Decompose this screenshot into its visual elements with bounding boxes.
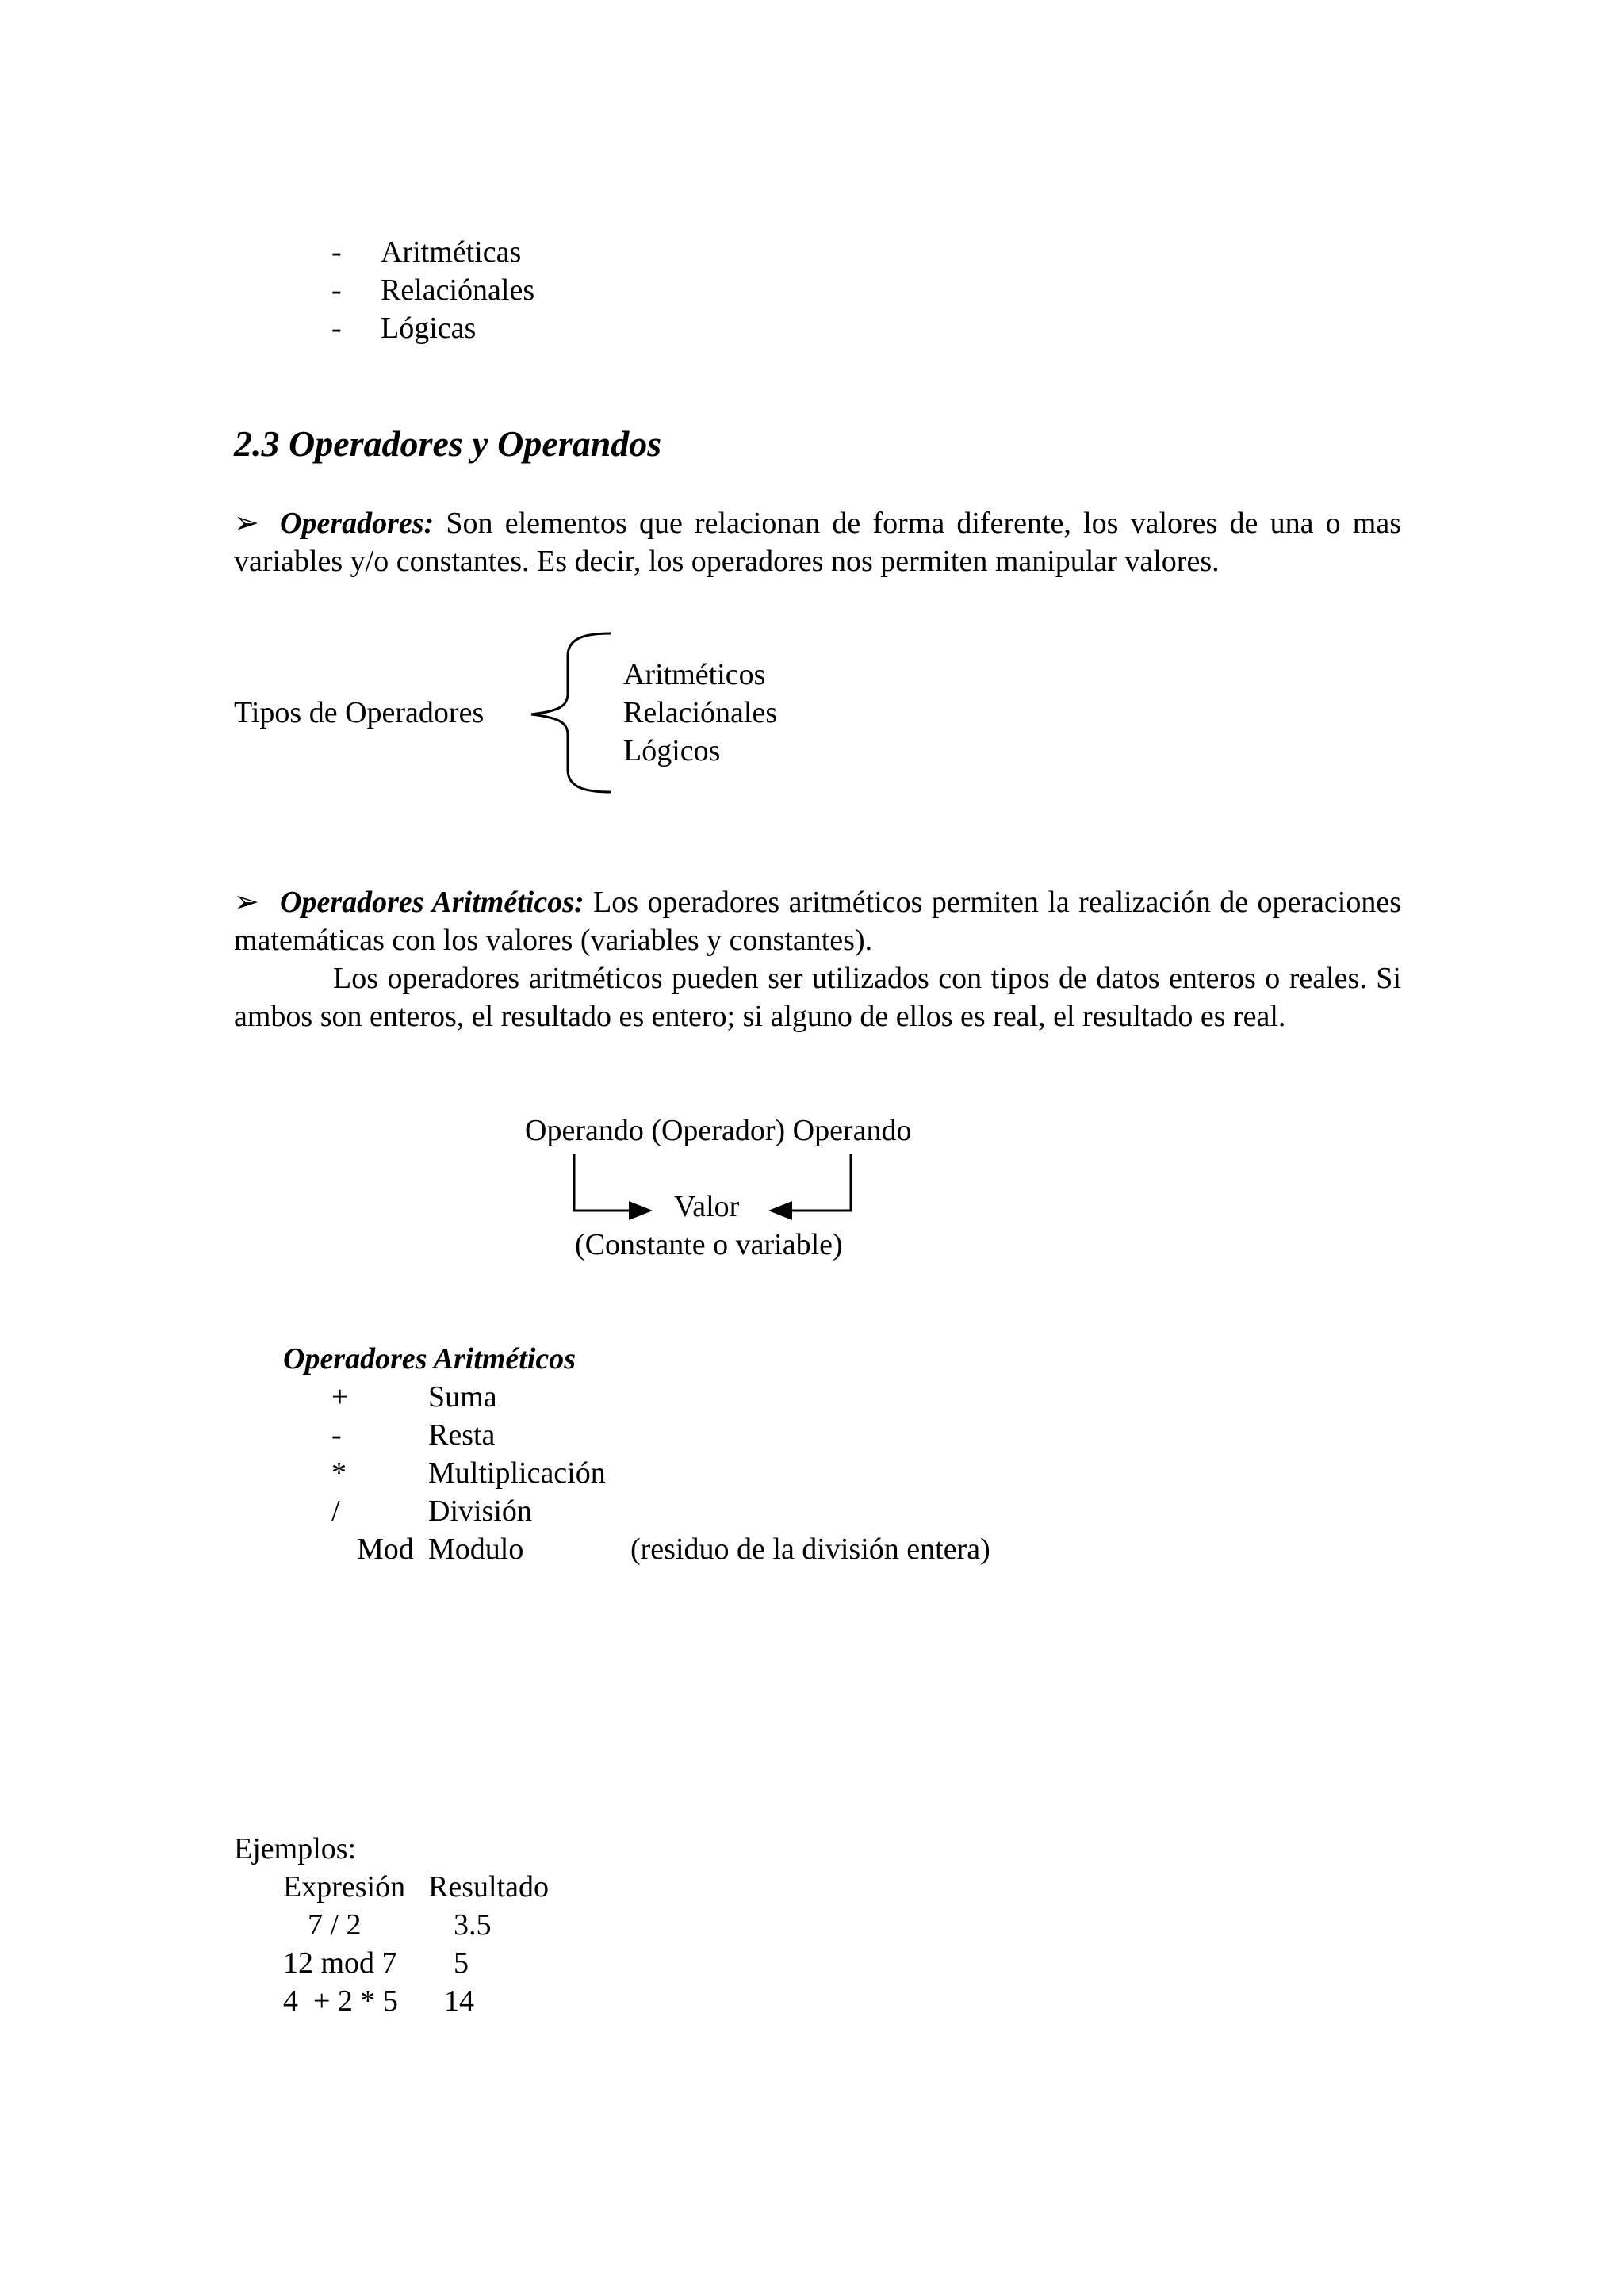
list-item [331,233,521,271]
list-marker: - [331,235,342,269]
operator-table-title: Operadores Aritméticos [283,1342,576,1376]
diagram-top-label: Operando (Operador) Operando [525,1114,912,1147]
list-item-label: Aritméticas [381,235,522,269]
list-item-label: Relaciónales [381,274,535,307]
examples-header-result: Resultado [428,1870,549,1904]
operator-symbol: + [331,1380,349,1414]
operator-mod-note: (residuo de la división entera) [630,1533,990,1566]
operator-mod-name: Modulo [428,1533,524,1566]
operator-symbol: * [331,1456,347,1490]
example-result: 14 [444,1984,474,2018]
operadores-text: Son elementos que relacionan de forma diferente, los valores de una o mas variables y/o constantes. Es decir, los operadores nos permiten manipular valores. [234,507,1402,578]
aritmeticos-paragraph-2 [234,959,1401,1035]
operator-mod-symbol: Mod [357,1533,414,1566]
aritmeticos-term: Operadores Aritméticos: [280,886,584,919]
operator-row [331,1454,606,1492]
operator-row [331,1416,495,1454]
example-result: 3.5 [454,1908,492,1942]
arrow-bullet-icon: ➢ [234,886,259,919]
operator-name: Resta [428,1418,496,1452]
list-item [331,271,534,309]
operator-row [331,1378,497,1416]
operator-name: División [428,1494,532,1528]
operator-symbol: - [331,1418,342,1452]
operator-name: Suma [428,1380,497,1414]
aritmeticos-paragraph [234,883,1401,959]
tipos-item: Aritméticos [623,658,766,691]
aritmeticos-text: Los operadores aritméticos permiten la realización de operaciones matemáticas con los valores (variables y constantes). [234,886,1402,957]
example-expr: 7 / 2 [308,1908,362,1942]
tipos-item: Relaciónales [623,696,778,729]
example-expr: 4 + 2 * 5 [283,1984,398,2018]
example-expr: 12 mod 7 [283,1946,397,1980]
operadores-paragraph [234,504,1401,580]
tipos-label: Tipos de Operadores [234,696,485,729]
operadores-term: Operadores: [280,507,435,540]
operator-symbol: / [331,1494,340,1528]
operator-name: Multiplicación [428,1456,606,1490]
list-item [331,309,476,347]
examples-header-expr: Expresión [283,1870,406,1904]
curly-brace-icon [523,630,619,797]
diagram-value-label: Valor [674,1190,740,1223]
list-marker: - [331,312,342,345]
operator-row [331,1492,532,1530]
list-item-label: Lógicas [381,312,477,345]
list-marker: - [331,274,342,307]
example-result: 5 [454,1946,469,1980]
diagram-note-label: (Constante o variable) [575,1228,843,1261]
examples-title: Ejemplos: [234,1832,357,1866]
tipos-item: Lógicos [623,734,721,767]
aritmeticos-para2: Los operadores aritméticos pueden ser utilizados con tipos de datos enteros o reales. Si ambos son enteros, el resultado es entero; si alguno de ellos es real, el resultado es real. [234,962,1401,1033]
section-heading: 2.3 Operadores y Operandos [234,423,662,464]
arrow-bullet-icon: ➢ [234,507,259,540]
